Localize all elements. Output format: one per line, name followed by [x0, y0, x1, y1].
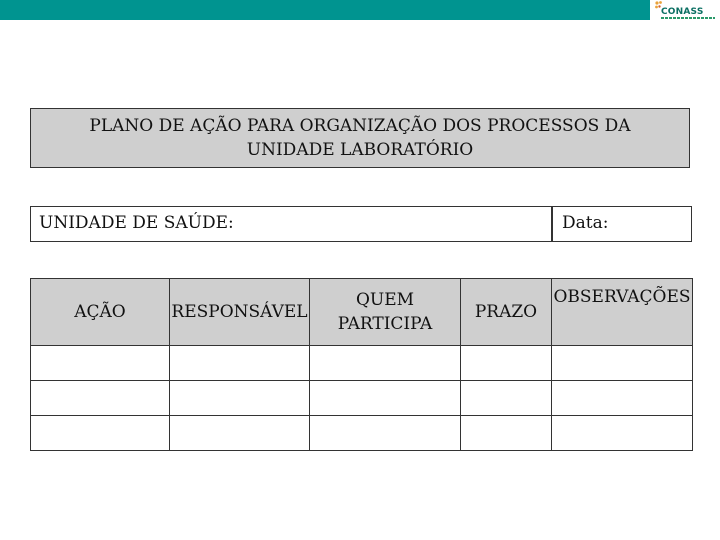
header-quem-participa-text: QUEM PARTICIPA [337, 290, 433, 334]
document-title: PLANO DE AÇÃO PARA ORGANIZAÇÃO DOS PROCESSOS DA UNIDADE LABORATÓRIO [89, 116, 631, 160]
action-plan-table [30, 278, 693, 451]
table-cell[interactable] [552, 416, 693, 451]
document-title-box [30, 108, 690, 168]
table-row [31, 416, 693, 451]
table-row [31, 381, 693, 416]
table-cell[interactable] [461, 416, 552, 451]
table-cell[interactable] [31, 416, 170, 451]
table-cell[interactable] [170, 381, 310, 416]
table-cell[interactable] [170, 416, 310, 451]
table-cell[interactable] [461, 346, 552, 381]
conass-logo [652, 0, 720, 22]
header-observacoes: OBSERVAÇÕES [552, 279, 693, 346]
header-quem-participa [310, 279, 461, 346]
table-cell[interactable] [31, 346, 170, 381]
logo-tagline [661, 17, 715, 19]
table-header-row [31, 279, 693, 346]
header-responsavel: RESPONSÁVEL [170, 279, 310, 346]
table-cell[interactable] [310, 381, 461, 416]
table-row [31, 346, 693, 381]
top-banner [0, 0, 650, 20]
date-label: Data: [562, 213, 609, 233]
table-cell[interactable] [461, 381, 552, 416]
table-cell[interactable] [552, 346, 693, 381]
header-acao: AÇÃO [31, 279, 170, 346]
unit-label: UNIDADE DE SAÚDE: [39, 213, 234, 233]
table-cell[interactable] [310, 346, 461, 381]
table-cell[interactable] [310, 416, 461, 451]
unit-date-divider [551, 207, 553, 241]
unit-date-box [30, 206, 692, 242]
logo-text: CONASS [661, 7, 704, 17]
table-cell[interactable] [552, 381, 693, 416]
table-cell[interactable] [31, 381, 170, 416]
table-cell[interactable] [170, 346, 310, 381]
header-prazo: PRAZO [461, 279, 552, 346]
